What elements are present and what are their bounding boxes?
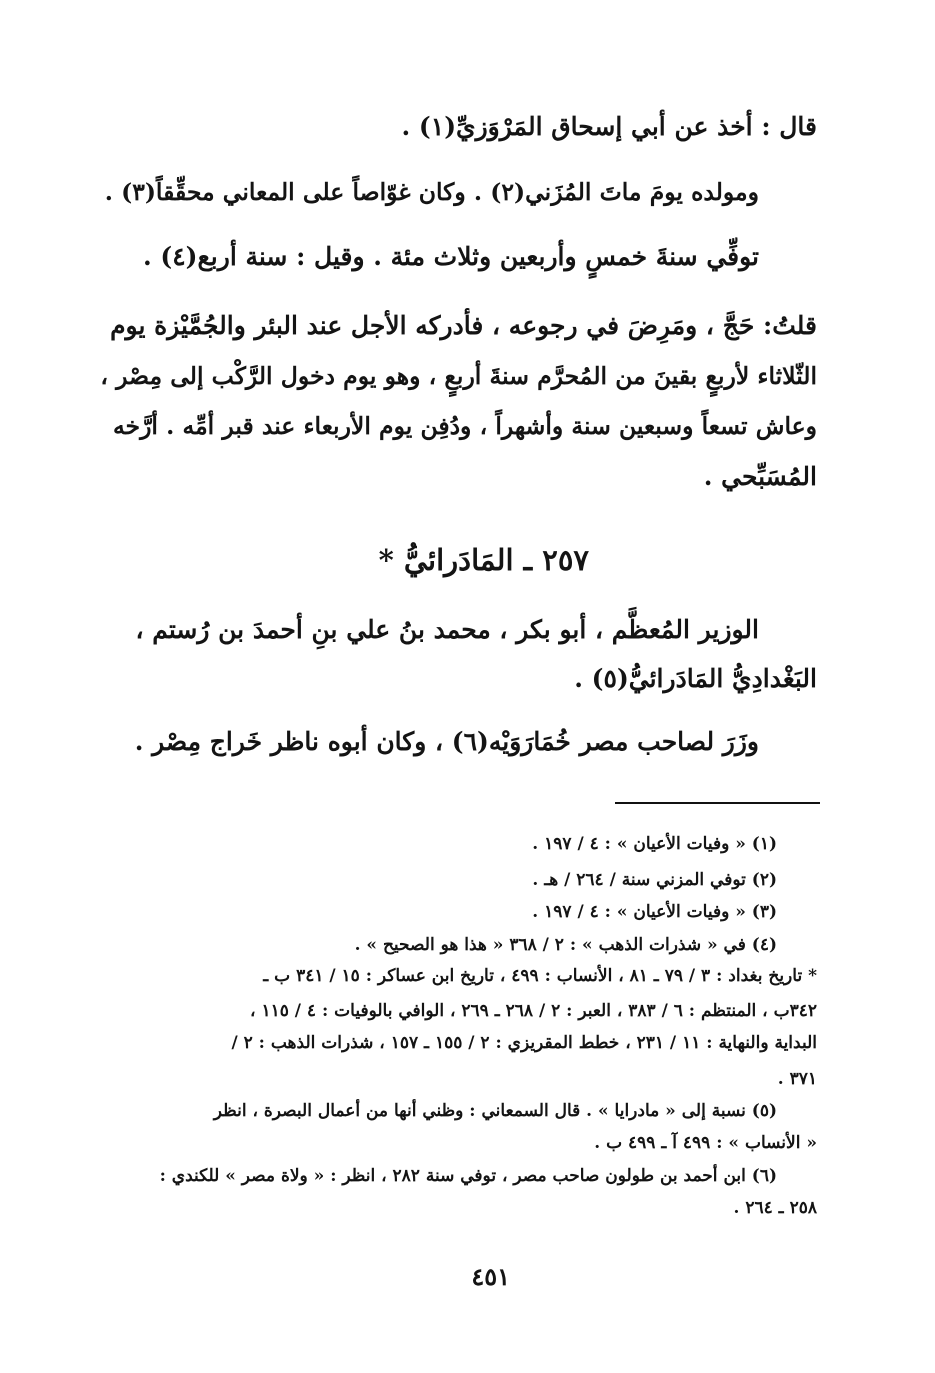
body-line: وعاش تسعاً وسبعين سنة وأشهراً ، ودُفِن يوم الأربعاء عند قبر أمِّه . أرَّخه <box>112 412 817 440</box>
footnote-line: (٥) نسبة إلى « مادرايا » . قال السمعاني : وظني أنها من أعمال البصرة ، انظر <box>213 1101 777 1121</box>
body-line: قال : أخذ عن أبي إسحاق المَرْوَزيِّ(١) . <box>401 112 817 141</box>
body-line: توفِّي سنةَ خمسٍ وأربعين وثلاث مئة . وقيل : سنة أربع(٤) . <box>142 242 759 271</box>
footnote-line: البداية والنهاية : ١١ / ٢٣١ ، خطط المقريزي : ٢ / ١٥٥ ـ ١٥٧ ، شذرات الذهب : ٢ / <box>231 1033 817 1053</box>
footnote-line: * تاريخ بغداد : ٣ / ٧٩ ـ ٨١ ، الأنساب : ٤٩٩ ، تاريخ ابن عساكر : ١٥ / ٣٤١ ب ـ <box>263 966 817 986</box>
footnote-line: (١) « وفيات الأعيان » : ٤ / ١٩٧ . <box>532 834 777 854</box>
entry-line: الوزير المُعظَّم ، أبو بكر ، محمد بنُ علي بنِ أحمدَ بن رُستم ، <box>135 615 759 644</box>
footnote-line: (٤) في « شذرات الذهب » : ٢ / ٣٦٨ « هذا هو الصحيح » . <box>354 935 777 955</box>
body-line: ومولده يومَ ماتَ المُزَني(٢) . وكان غوّاصاً على المعاني محقِّقاً(٣) . <box>104 178 759 206</box>
entry-line: وزَرَ لصاحب مصر خُمَارَوَيْه(٦) ، وكان أبوه ناظر خَراج مِصْر . <box>134 727 759 756</box>
footnote-line: ٣٧١ . <box>777 1069 817 1089</box>
footnote-line: ٣٤٢ب ، المنتظم : ٦ / ٣٨٣ ، العبر : ٢ / ٢٦٨ ـ ٢٦٩ ، الوافي بالوفيات : ٤ / ١١٥ ، <box>250 1001 817 1021</box>
footnote-line: « الأنساب » : ٤٩٩ آ ـ ٤٩٩ ب . <box>594 1133 817 1153</box>
body-line: المُسَبِّحي . <box>703 462 817 491</box>
entry-heading: ٢٥٧ ـ المَادَرائيُّ * <box>378 543 589 577</box>
entry-line: البَغْدادِيُّ المَادَرائيُّ(٥) . <box>574 664 817 693</box>
body-line: الثّلاثاء لأربعٍ بقينَ من المُحرَّم سنةَ أربعٍ ، وهو يوم دخول الرَّكْب إلى مِصْر ، <box>100 362 817 390</box>
footnote-line: (٣) « وفيات الأعيان » : ٤ / ١٩٧ . <box>532 902 777 922</box>
footnote-line: (٦) ابن أحمد بن طولون صاحب مصر ، توفي سنة ٢٨٢ ، انظر : « ولاة مصر » للكندي : <box>159 1166 777 1186</box>
footnote-separator <box>615 802 820 804</box>
footnote-line: (٢) توفي المزني سنة / ٢٦٤ / هـ . <box>532 870 777 890</box>
footnote-line: ٢٥٨ ـ ٢٦٤ . <box>733 1198 817 1218</box>
body-line: قلتُ: حَجَّ ، ومَرِضَ في رجوعه ، فأدركه الأجل عند البئر والجُمَّيْزة يوم <box>110 311 817 340</box>
page-number: ٤٥١ <box>471 1262 510 1291</box>
